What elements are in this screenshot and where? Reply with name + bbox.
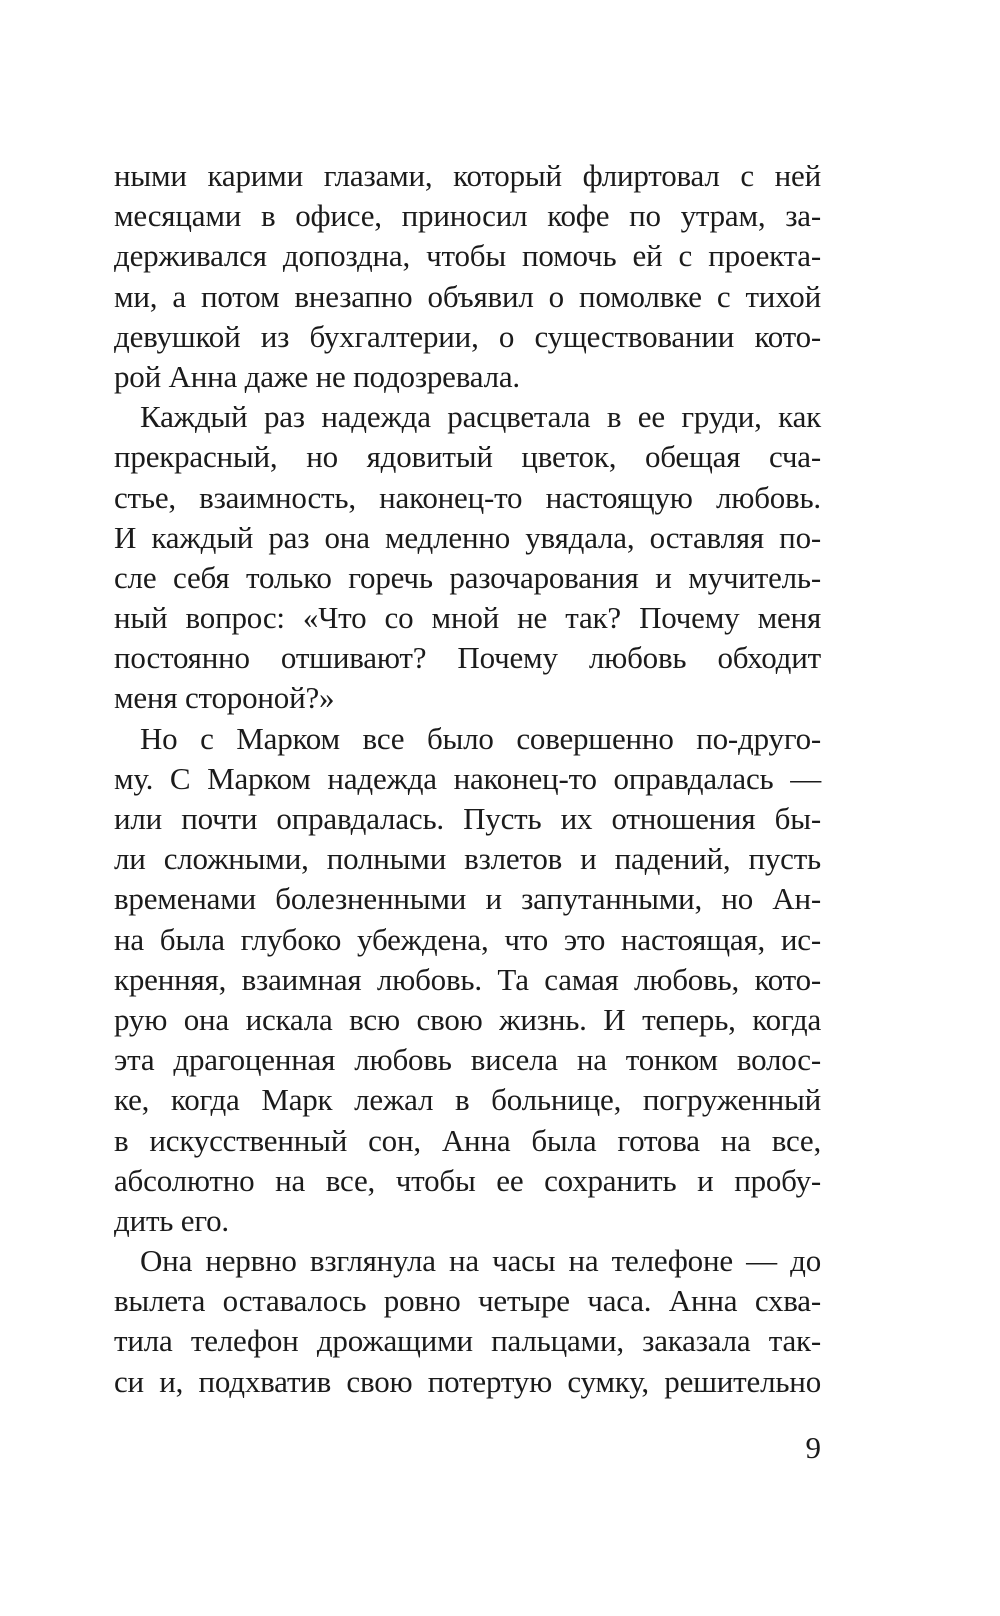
text-line: Но с Марком все было совершенно по-друго- <box>140 720 821 756</box>
text-line: девушкой из бухгалтерии, о существовании кото- <box>114 318 821 354</box>
text-line: Каждый раз надежда расцветала в ее груди, как <box>140 399 821 435</box>
text-line: стье, взаимность, наконец-то настоящую любовь. <box>114 479 821 515</box>
text-line: временами болезненными и запутанными, но Ан- <box>114 881 821 917</box>
text-line: рой Анна даже не подозревала. <box>114 358 520 394</box>
text-line: дить его. <box>114 1202 229 1238</box>
text-line: ке, когда Марк лежал в больнице, погруженный <box>114 1082 821 1118</box>
text-line: абсолютно на все, чтобы ее сохранить и пробу- <box>114 1162 821 1198</box>
text-line: ли сложными, полными взлетов и падений, пусть <box>114 841 821 877</box>
text-line: месяцами в офисе, приносил кофе по утрам, за- <box>114 198 821 234</box>
text-line: на была глубоко убеждена, что это настоящая, ис- <box>114 921 821 957</box>
text-line: или почти оправдалась. Пусть их отношения бы- <box>114 801 821 836</box>
text-line: кренняя, взаимная любовь. Та самая любовь, кото- <box>114 961 821 997</box>
text-line: постоянно отшивают? Почему любовь обходит <box>114 640 821 676</box>
text-line: рую она искала всю свою жизнь. И теперь, когда <box>114 1001 821 1037</box>
text-line: ными карими глазами, который флиртовал с ней <box>114 158 821 193</box>
text-line: в искусственный сон, Анна была готова на все, <box>114 1122 821 1158</box>
text-line: держивался допоздна, чтобы помочь ей с проекта- <box>114 238 821 274</box>
page-number: 9 <box>805 1430 821 1465</box>
text-line: тила телефон дрожащими пальцами, заказала так- <box>114 1323 821 1359</box>
text-line: прекрасный, но ядовитый цветок, обещая сча- <box>114 439 821 475</box>
text-line: си и, подхватив свою потертую сумку, решительно <box>114 1363 821 1399</box>
text-line: И каждый раз она медленно увядала, оставляя по- <box>114 519 821 555</box>
text-line: му. С Марком надежда наконец-то оправдалась — <box>114 760 821 796</box>
text-line: эта драгоценная любовь висела на тонком волос- <box>114 1042 821 1078</box>
text-line: сле себя только горечь разочарования и мучитель- <box>114 559 821 595</box>
text-line: Она нервно взглянула на часы на телефоне — до <box>140 1243 821 1279</box>
text-line: ный вопрос: «Что со мной не так? Почему меня <box>114 600 821 636</box>
text-line: ми, а потом внезапно объявил о помолвке с тихой <box>114 278 821 314</box>
page-text <box>114 156 821 1402</box>
text-line: меня стороной?» <box>114 680 335 716</box>
text-line: вылета оставалось ровно четыре часа. Анна схва- <box>114 1283 821 1319</box>
